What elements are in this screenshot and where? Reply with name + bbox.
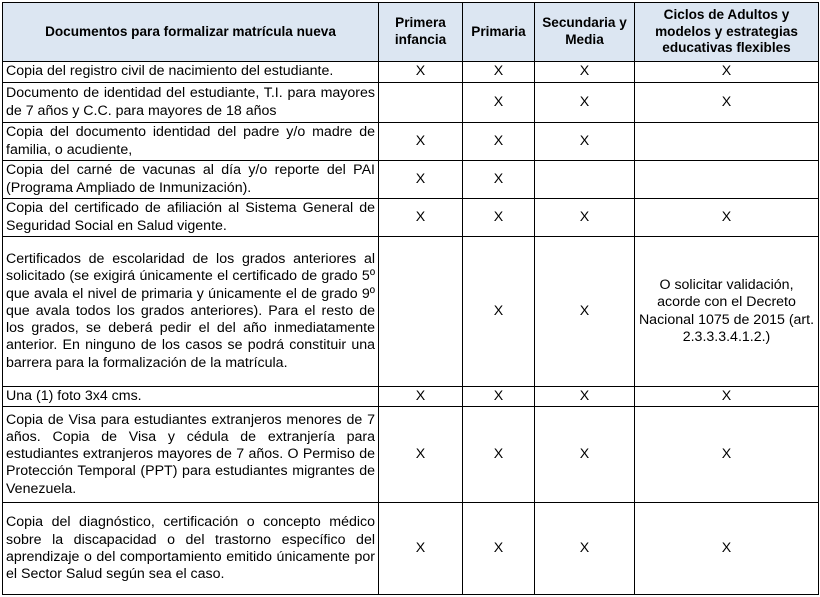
requirement-text: Documento de identidad del estudiante, T.I. para mayores de 7 años y C.C. para mayores de 18 años xyxy=(3,83,379,123)
cell-primaria: X xyxy=(463,161,535,199)
requirement-text: Copia del certificado de afiliación al Sistema General de Seguridad Social en Salud vigente. xyxy=(3,199,379,237)
requirement-text: Copia del carné de vacunas al día y/o reporte del PAI (Programa Ampliado de Inmunización). xyxy=(3,161,379,199)
requirement-text: Copia del documento identidad del padre y/o madre de familia, o acudiente, xyxy=(3,123,379,161)
cell-primera-infancia xyxy=(379,237,463,387)
cell-primaria: X xyxy=(463,199,535,237)
requirement-text: Copia de Visa para estudiantes extranjeros menores de 7 años. Copia de Visa y cédula de extranjería para estudiantes extranjeros mayores de 7 años. O Permiso de Protección Temporal (PPT) para estudiantes migrantes de Venezuela. xyxy=(3,407,379,503)
cell-ciclos-adultos: X xyxy=(635,62,819,83)
table-row xyxy=(3,161,819,199)
table-row xyxy=(3,237,819,387)
table-row xyxy=(3,199,819,237)
cell-primaria: X xyxy=(463,123,535,161)
cell-ciclos-adultos xyxy=(635,123,819,161)
cell-ciclos-adultos xyxy=(635,161,819,199)
cell-primera-infancia: X xyxy=(379,123,463,161)
requirement-text: Copia del registro civil de nacimiento del estudiante. xyxy=(3,62,379,83)
cell-secundaria-media: X xyxy=(535,407,635,503)
header-primaria: Primaria xyxy=(463,3,535,62)
requirements-table xyxy=(2,2,819,595)
table-row xyxy=(3,62,819,83)
cell-secundaria-media: X xyxy=(535,387,635,407)
table-row xyxy=(3,407,819,503)
cell-primaria: X xyxy=(463,407,535,503)
header-secundaria-media: Secundaria y Media xyxy=(535,3,635,62)
table-row xyxy=(3,387,819,407)
cell-ciclos-adultos: X xyxy=(635,387,819,407)
cell-ciclos-adultos: X xyxy=(635,407,819,503)
cell-ciclos-adultos: X xyxy=(635,199,819,237)
cell-primaria: X xyxy=(463,387,535,407)
header-ciclos-adultos: Ciclos de Adultos y modelos y estrategias educativas flexibles xyxy=(635,3,819,62)
cell-primera-infancia: X xyxy=(379,62,463,83)
cell-secundaria-media: X xyxy=(535,199,635,237)
header-row xyxy=(3,3,819,62)
cell-secundaria-media: X xyxy=(535,503,635,595)
cell-primaria: X xyxy=(463,83,535,123)
cell-secundaria-media: X xyxy=(535,237,635,387)
table-row xyxy=(3,123,819,161)
cell-primera-infancia: X xyxy=(379,503,463,595)
cell-ciclos-adultos: X xyxy=(635,83,819,123)
table-row xyxy=(3,503,819,595)
cell-primaria: X xyxy=(463,62,535,83)
requirement-text: Certificados de escolaridad de los grados anteriores al solicitado (se exigirá únicamente el certificado de grado 5º que avala el nivel de primaria y únicamente el de grado 9º que avala todos los grados anteriores). Para el resto de los grados, se deberá pedir el del año inmediatamente anterior. En ninguno de los casos se podrá constituir una barrera para la formalización de la matrícula. xyxy=(3,237,379,387)
table-row xyxy=(3,83,819,123)
cell-secundaria-media: X xyxy=(535,83,635,123)
cell-primaria: X xyxy=(463,237,535,387)
cell-ciclos-adultos: X xyxy=(635,503,819,595)
cell-secundaria-media: X xyxy=(535,123,635,161)
requirement-text: Copia del diagnóstico, certificación o concepto médico sobre la discapacidad o del trastorno específico del aprendizaje o del comportamiento emitido únicamente por el Sector Salud según sea el caso. xyxy=(3,503,379,595)
cell-primaria: X xyxy=(463,503,535,595)
cell-primera-infancia: X xyxy=(379,407,463,503)
cell-primera-infancia: X xyxy=(379,199,463,237)
cell-primera-infancia xyxy=(379,83,463,123)
header-primera-infancia: Primera infancia xyxy=(379,3,463,62)
cell-secundaria-media: X xyxy=(535,62,635,83)
cell-secundaria-media xyxy=(535,161,635,199)
cell-ciclos-adultos-note: O solicitar validación, acorde con el Decreto Nacional 1075 de 2015 (art. 2.3.3.3.4.1.2.) xyxy=(635,237,819,387)
requirement-text: Una (1) foto 3x4 cms. xyxy=(3,387,379,407)
header-documents: Documentos para formalizar matrícula nueva xyxy=(3,3,379,62)
cell-primera-infancia: X xyxy=(379,387,463,407)
cell-primera-infancia: X xyxy=(379,161,463,199)
